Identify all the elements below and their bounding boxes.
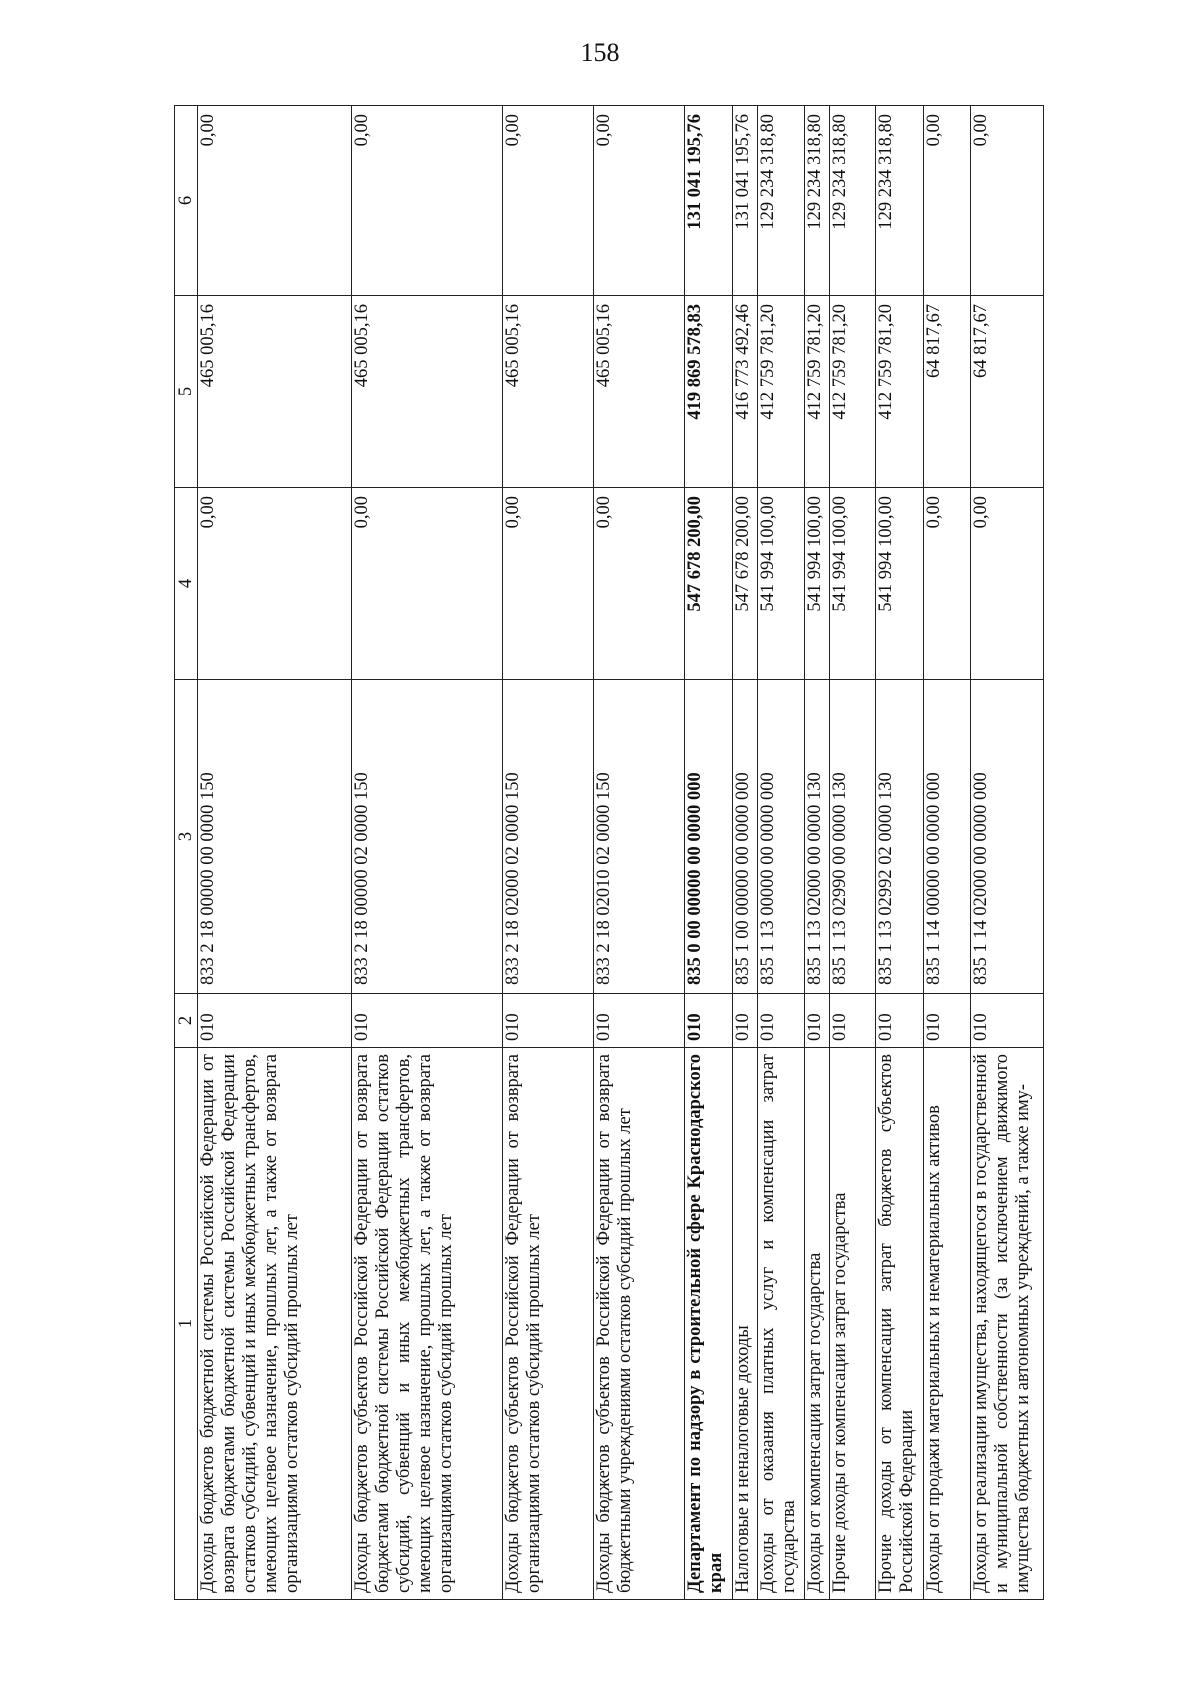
row-unexecuted-cell: 0,00: [594, 106, 685, 296]
row-name-cell: Доходы от оказания платных услуг и компенсации затрат государства: [757, 1048, 805, 1600]
row-budget-code-cell: 833 2 18 02010 02 0000 150: [594, 680, 685, 994]
table-row: [685, 106, 733, 1600]
table-row: [503, 106, 594, 1600]
row-executed-cell: 465 005,16: [594, 296, 685, 488]
row-name-cell: Прочие доходы от компенсации затрат государства: [829, 1048, 876, 1600]
row-unexecuted-cell: 0,00: [970, 106, 1043, 296]
table-row: [733, 106, 757, 1600]
row-executed-cell: 465 005,16: [198, 296, 352, 488]
row-unexecuted-cell: 0,00: [924, 106, 971, 296]
row-budget-code-cell: 835 0 00 00000 00 0000 000: [685, 680, 733, 994]
column-header: 1: [175, 1048, 198, 1600]
table-body: [198, 106, 1044, 1600]
row-line-code-cell: 010: [503, 994, 594, 1048]
table-row: [757, 106, 805, 1600]
row-line-code-cell: 010: [352, 994, 503, 1048]
row-line-code-cell: 010: [757, 994, 805, 1048]
page-number: 158: [580, 38, 620, 67]
row-executed-cell: 412 759 781,20: [805, 296, 829, 488]
row-unexecuted-cell: 131 041 195,76: [685, 106, 733, 296]
row-unexecuted-cell: 0,00: [503, 106, 594, 296]
row-approved-cell: 0,00: [503, 488, 594, 680]
row-budget-code-cell: 833 2 18 02000 02 0000 150: [503, 680, 594, 994]
row-approved-cell: 547 678 200,00: [733, 488, 757, 680]
row-approved-cell: 0,00: [594, 488, 685, 680]
row-line-code-cell: 010: [805, 994, 829, 1048]
table-row: [805, 106, 829, 1600]
row-name-cell: Доходы от продажи материальных и нематериальных активов: [924, 1048, 971, 1600]
row-name-cell: Доходы бюджетов субъектов Российской Федерации от возврата бюджетами бюджетной системы Российской Федерации остатков субсидий, субвенций и иных межбюджетных трансфертов, имеющих целевое назначение, прошлых лет, а также от возврата организациями остатков субсидий прошлых лет: [352, 1048, 503, 1600]
row-budget-code-cell: 835 1 14 02000 00 0000 000: [970, 680, 1043, 994]
row-approved-cell: 547 678 200,00: [685, 488, 733, 680]
row-executed-cell: 419 869 578,83: [685, 296, 733, 488]
row-line-code-cell: 010: [685, 994, 733, 1048]
row-name-cell: Доходы бюджетов субъектов Российской Федерации от возврата организациями остатков субсидий прошлых лет: [503, 1048, 594, 1600]
row-unexecuted-cell: 0,00: [352, 106, 503, 296]
row-name-cell: Прочие доходы от компенсации затрат бюджетов субъектов Российской Федерации: [876, 1048, 924, 1600]
row-budget-code-cell: 833 2 18 00000 00 0000 150: [198, 680, 352, 994]
column-header: 6: [175, 106, 198, 296]
table-row: [829, 106, 876, 1600]
row-approved-cell: 541 994 100,00: [757, 488, 805, 680]
row-line-code-cell: 010: [876, 994, 924, 1048]
column-header: 5: [175, 296, 198, 488]
row-name-cell: Департамент по надзору в строительной сфере Краснодарского края: [685, 1048, 733, 1600]
row-executed-cell: 64 817,67: [970, 296, 1043, 488]
row-name-cell: Доходы бюджетов субъектов Российской Федерации от возврата бюджетными учреждениями остатков субсидий прошлых лет: [594, 1048, 685, 1600]
table-row: [594, 106, 685, 1600]
column-header: 4: [175, 488, 198, 680]
row-name-cell: Доходы бюджетов бюджетной системы Российской Федерации от возврата бюджетами бюджетной системы Российской Федерации остатков субсидий, субвенций и иных межбюджетных трансфертов, имеющих целевое назначение, прошлых лет, а также от возврата организациями остатков субсидий прошлых лет: [198, 1048, 352, 1600]
row-executed-cell: 412 759 781,20: [757, 296, 805, 488]
row-approved-cell: 541 994 100,00: [805, 488, 829, 680]
row-executed-cell: 465 005,16: [352, 296, 503, 488]
row-executed-cell: 412 759 781,20: [829, 296, 876, 488]
table-row: [970, 106, 1043, 1600]
table-header-row: [175, 106, 198, 1600]
row-approved-cell: 0,00: [352, 488, 503, 680]
row-approved-cell: 0,00: [970, 488, 1043, 680]
row-unexecuted-cell: 129 234 318,80: [805, 106, 829, 296]
row-unexecuted-cell: 129 234 318,80: [876, 106, 924, 296]
row-line-code-cell: 010: [829, 994, 876, 1048]
column-header: 3: [175, 680, 198, 994]
row-executed-cell: 64 817,67: [924, 296, 971, 488]
row-budget-code-cell: 835 1 13 02990 00 0000 130: [829, 680, 876, 994]
row-line-code-cell: 010: [924, 994, 971, 1048]
row-line-code-cell: 010: [198, 994, 352, 1048]
table-row: [924, 106, 971, 1600]
row-approved-cell: 541 994 100,00: [829, 488, 876, 680]
row-unexecuted-cell: 0,00: [198, 106, 352, 296]
row-approved-cell: 541 994 100,00: [876, 488, 924, 680]
row-budget-code-cell: 835 1 13 02000 00 0000 130: [805, 680, 829, 994]
row-unexecuted-cell: 129 234 318,80: [829, 106, 876, 296]
row-executed-cell: 416 773 492,46: [733, 296, 757, 488]
row-name-cell: Доходы от компенсации затрат государства: [805, 1048, 829, 1600]
row-line-code-cell: 010: [733, 994, 757, 1048]
table-row: [876, 106, 924, 1600]
row-unexecuted-cell: 131 041 195,76: [733, 106, 757, 296]
row-name-cell: Налоговые и неналоговые доходы: [733, 1048, 757, 1600]
report-table: [174, 105, 1044, 1600]
row-budget-code-cell: 835 1 13 02992 02 0000 130: [876, 680, 924, 994]
row-name-cell: Доходы от реализации имущества, находящегося в государственной и муниципальной собственности (за исключением движимого имущества бюджетных и автономных учреждений, а также иму-: [970, 1048, 1043, 1600]
table-row: [198, 106, 352, 1600]
row-budget-code-cell: 835 1 00 00000 00 0000 000: [733, 680, 757, 994]
row-budget-code-cell: 835 1 13 00000 00 0000 000: [757, 680, 805, 994]
row-line-code-cell: 010: [970, 994, 1043, 1048]
row-budget-code-cell: 833 2 18 00000 02 0000 150: [352, 680, 503, 994]
row-budget-code-cell: 835 1 14 00000 00 0000 000: [924, 680, 971, 994]
column-header: 2: [175, 994, 198, 1048]
row-unexecuted-cell: 129 234 318,80: [757, 106, 805, 296]
row-executed-cell: 465 005,16: [503, 296, 594, 488]
report-table-container: [174, 106, 1044, 1600]
row-approved-cell: 0,00: [924, 488, 971, 680]
row-line-code-cell: 010: [594, 994, 685, 1048]
row-executed-cell: 412 759 781,20: [876, 296, 924, 488]
row-approved-cell: 0,00: [198, 488, 352, 680]
table-row: [352, 106, 503, 1600]
